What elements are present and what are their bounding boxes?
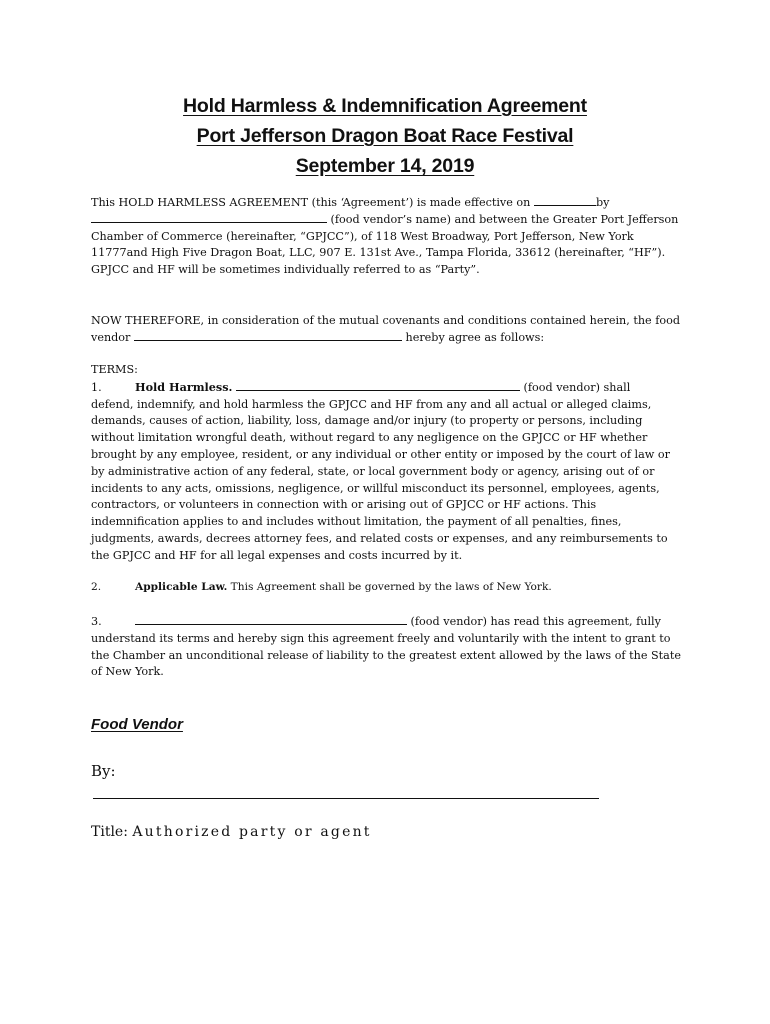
now-therefore-paragraph — [91, 313, 683, 347]
item-3-number: 3. — [91, 615, 102, 628]
food-vendor-heading: Food Vendor — [91, 716, 183, 733]
item-3-vendor-blank[interactable] — [135, 614, 407, 625]
term-item-2 — [91, 579, 683, 596]
event-name: Port Jefferson Dragon Boat Race Festival — [196, 125, 574, 147]
item-2-text: This Agreement shall be governed by the laws of New York. — [227, 581, 552, 593]
item-1-vendor-blank[interactable] — [236, 380, 520, 391]
item-1-number: 1. — [91, 380, 102, 394]
title-label: Title: — [91, 824, 133, 840]
vendor-name-blank[interactable] — [91, 212, 327, 223]
signature-line[interactable] — [93, 798, 599, 799]
item-2-title: Applicable Law. — [135, 581, 228, 593]
document-title: Hold Harmless & Indemnification Agreement — [183, 95, 587, 117]
now-therefore-text-1: NOW THEREFORE, in consideration of the mutual covenants and conditions contained herein, the food vendor — [91, 314, 680, 344]
intro-text-2: by — [595, 196, 610, 209]
by-label: By: — [91, 762, 116, 780]
terms-heading: TERMS: — [91, 363, 138, 376]
event-date: September 14, 2019 — [295, 155, 475, 177]
item-2-number: 2. — [91, 581, 102, 593]
intro-text-3: (food vendor’s name) and between the Greater Port Jefferson Chamber of Commerce (hereinafter, “GPJCC”), of 118 West Broadway, Port Jefferson, New York 11777and High Five Dragon Boat, LLC, 907 E. 131st Ave., Tampa Florida, 33612 (hereinafter, “HF”). GPJCC and HF will be sometimes individually referred to as “Party”. — [91, 212, 679, 277]
terms-section — [91, 362, 683, 565]
signer-title — [91, 824, 372, 840]
title-value: Authorized party or agent — [132, 824, 372, 840]
term-item-1 — [91, 379, 683, 565]
now-therefore-text-2: hereby agree as follows: — [401, 330, 545, 344]
item-1-after-blank: (food vendor) shall — [519, 380, 631, 394]
term-item-3 — [91, 614, 683, 681]
intro-paragraph — [91, 195, 683, 279]
intro-text-1: This HOLD HARMLESS AGREEMENT (this ‘Agreement’) is made effective on — [91, 196, 534, 209]
item-1-title: Hold Harmless. — [135, 379, 233, 394]
effective-date-blank[interactable] — [534, 195, 596, 206]
item-1-body: defend, indemnify, and hold harmless the GPJCC and HF from any and all actual or alleged claims, demands, causes of action, liability, loss, damage and/or injury (to property or persons, including without limitation wrongful death, without regard to any negligence on the GPJCC or HF whether brought by any employee, resident, or any individual or other entity or imposed by the court of law or by administrative action of any federal, state, or local government body or agency, arising out of or incidents to any acts, omissions, negligence, or willful misconduct its personnel, employees, agents, contractors, or volunteers in connection with or arising out of GPJCC or HF actions. This indemnification applies to and includes without limitation, the payment of all penalties, fines, judgments, awards, decrees attorney fees, and related costs or expenses, and any reimbursements to the GPJCC and HF for all legal expenses and costs incurred by it. — [91, 397, 670, 562]
food-vendor-blank[interactable] — [134, 330, 402, 341]
item-3-text: (food vendor) has read this agreement, fully understand its terms and hereby sign this agreement freely and voluntarily with the intent to grant to the Chamber an unconditional release of liability to the greatest extent allowed by the laws of the State of New York. — [91, 615, 681, 679]
